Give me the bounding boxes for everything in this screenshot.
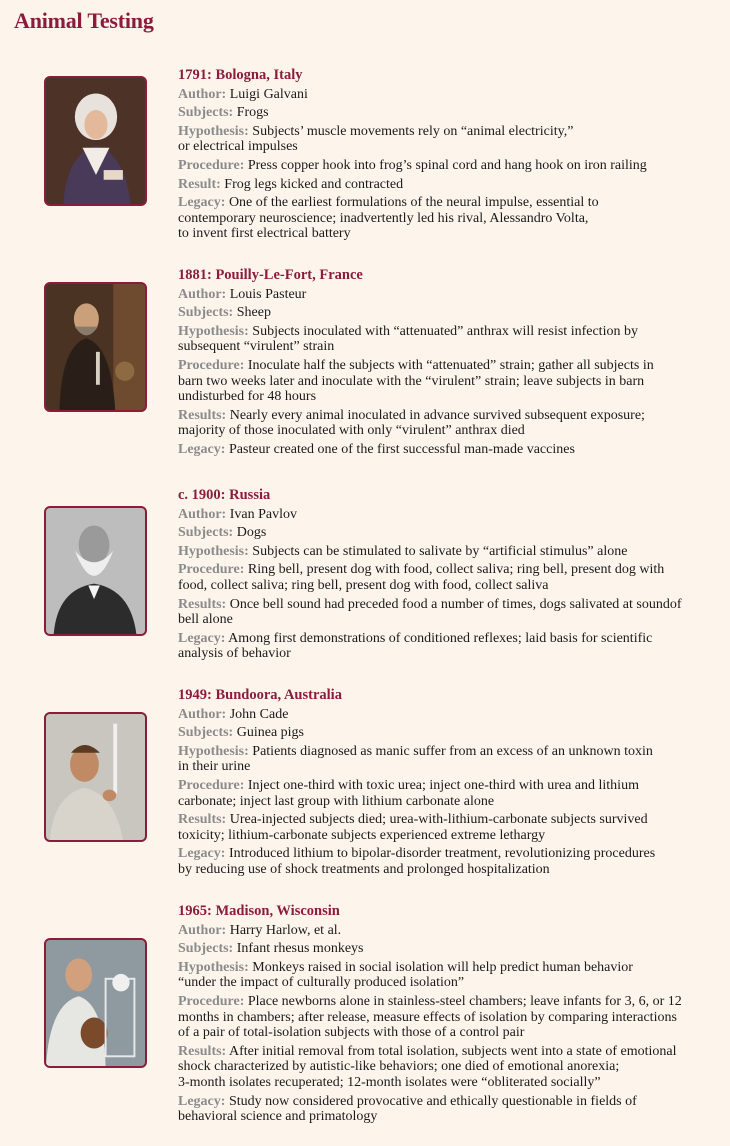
- author-value: Louis Pasteur: [229, 286, 307, 302]
- legacy-line: Among first demonstrations of conditioned reflexes; laid basis for scientific: [228, 630, 653, 646]
- hypothesis-line: Subjects inoculated with “attenuated” anthrax will resist infection by: [252, 323, 638, 339]
- procedure-row: [178, 358, 718, 405]
- entry-heading: c. 1900: Russia: [178, 487, 271, 503]
- procedure-row: [178, 994, 718, 1041]
- legacy-label: Legacy:: [178, 441, 226, 457]
- subjects-label: Subjects:: [178, 725, 234, 741]
- procedure-label: Procedure:: [178, 157, 245, 173]
- legacy-line: Pasteur created one of the first successful man-made vaccines: [228, 441, 575, 457]
- subjects-row: [178, 525, 718, 541]
- subjects-value: Infant rhesus monkeys: [236, 941, 364, 957]
- legacy-line: Study now considered provocative and ethically questionable in fields of: [228, 1093, 637, 1109]
- author-value: Luigi Galvani: [229, 86, 308, 102]
- subjects-value: Dogs: [236, 525, 267, 541]
- procedure-line: food, collect saliva; ring bell, present dog with food, collect saliva: [178, 577, 549, 593]
- results-row: [178, 1044, 718, 1091]
- hypothesis-label: Hypothesis:: [178, 123, 249, 139]
- results-line: toxicity; lithium-carbonate subjects experienced extreme lethargy: [178, 827, 546, 843]
- procedure-line: Inoculate half the subjects with “attenuated” strain; gather all subjects in: [247, 357, 654, 373]
- procedure-row: [178, 158, 718, 174]
- subjects-value: Frogs: [236, 105, 269, 121]
- hypothesis-row: [178, 544, 718, 560]
- author-label: Author:: [178, 286, 227, 302]
- procedure-line: Inject one-third with toxic urea; inject one-third with urea and lithium: [247, 777, 639, 793]
- legacy-row: [178, 195, 718, 242]
- legacy-line: to invent first electrical battery: [178, 226, 351, 242]
- results-label: Results:: [178, 1043, 227, 1059]
- subjects-label: Subjects:: [178, 105, 234, 121]
- hypothesis-line: or electrical impulses: [178, 139, 298, 155]
- subjects-row: [178, 941, 718, 957]
- procedure-label: Procedure:: [178, 777, 245, 793]
- subjects-label: Subjects:: [178, 305, 234, 321]
- entry-heading: 1791: Bologna, Italy: [178, 67, 303, 83]
- author-label: Author:: [178, 922, 227, 938]
- results-line: Nearly every animal inoculated in advance survived subsequent exposure;: [229, 407, 645, 423]
- results-label: Results:: [178, 407, 227, 423]
- hypothesis-label: Hypothesis:: [178, 959, 249, 975]
- subjects-value: Guinea pigs: [236, 725, 304, 741]
- entry-heading: 1965: Madison, Wisconsin: [178, 903, 340, 919]
- procedure-row: [178, 562, 718, 593]
- portrait-galvani: [44, 76, 147, 206]
- hypothesis-line: in their urine: [178, 759, 251, 775]
- author-value: John Cade: [229, 706, 289, 722]
- legacy-line: One of the earliest formulations of the neural impulse, essential to: [228, 195, 599, 211]
- procedure-line: of a pair of total-isolation subjects with those of a control pair: [178, 1025, 525, 1041]
- hypothesis-label: Hypothesis:: [178, 743, 249, 759]
- legacy-row: [178, 846, 718, 877]
- portrait-cade: [44, 712, 147, 842]
- legacy-line: behavioral science and primatology: [178, 1109, 378, 1125]
- results-label: Results:: [178, 596, 227, 612]
- author-row: [178, 707, 718, 723]
- legacy-row: [178, 631, 718, 662]
- legacy-row: [178, 442, 718, 458]
- results-line: After initial removal from total isolation, subjects went into a state of emotional: [228, 1043, 677, 1059]
- legacy-label: Legacy:: [178, 195, 226, 211]
- procedure-line: Ring bell, present dog with food, collect saliva; ring bell, present dog with: [247, 562, 665, 578]
- procedure-line: carbonate; inject last group with lithium carbonate alone: [178, 793, 495, 809]
- legacy-label: Legacy:: [178, 1093, 226, 1109]
- author-value: Harry Harlow, et al.: [229, 922, 342, 938]
- hypothesis-row: [178, 324, 718, 355]
- subjects-value: Sheep: [236, 305, 271, 321]
- procedure-line: barn two weeks later and inoculate with the “virulent” strain; leave subjects in barn: [178, 373, 645, 389]
- author-label: Author:: [178, 706, 227, 722]
- results-line: Once bell sound had preceded food a number of times, dogs salivated at soundof: [229, 596, 682, 612]
- portrait-pavlov: [44, 506, 147, 636]
- subjects-row: [178, 105, 718, 121]
- hypothesis-label: Hypothesis:: [178, 543, 249, 559]
- procedure-label: Procedure:: [178, 562, 245, 578]
- author-label: Author:: [178, 506, 227, 522]
- hypothesis-label: Hypothesis:: [178, 323, 249, 339]
- subjects-label: Subjects:: [178, 525, 234, 541]
- result-line: Frog legs kicked and contracted: [224, 176, 404, 192]
- legacy-line: Introduced lithium to bipolar-disorder treatment, revolutionizing procedures: [228, 846, 656, 862]
- results-line: shock characterized by autistic-like behaviors; one died of emotional anorexia;: [178, 1059, 620, 1075]
- procedure-line: Place newborns alone in stainless-steel chambers; leave infants for 3, 6, or 12: [247, 993, 682, 1009]
- hypothesis-row: [178, 124, 718, 155]
- entry-heading: 1949: Bundoora, Australia: [178, 687, 342, 703]
- author-row: [178, 923, 718, 939]
- hypothesis-row: [178, 960, 718, 991]
- hypothesis-line: subsequent “virulent” strain: [178, 339, 335, 355]
- legacy-label: Legacy:: [178, 846, 226, 862]
- procedure-line: Press copper hook into frog’s spinal cord and hang hook on iron railing: [247, 157, 647, 173]
- legacy-row: [178, 1094, 718, 1125]
- results-row: [178, 812, 718, 843]
- procedure-label: Procedure:: [178, 357, 245, 373]
- procedure-line: months in chambers; after release, measure effects of isolation by comparing interactions: [178, 1009, 677, 1025]
- author-value: Ivan Pavlov: [229, 506, 297, 522]
- legacy-line: analysis of behavior: [178, 646, 291, 662]
- author-row: [178, 87, 718, 103]
- result-row: [178, 177, 718, 193]
- results-line: 3-month isolates recuperated; 12-month isolates were “obliterated socially”: [178, 1074, 601, 1090]
- procedure-row: [178, 778, 718, 809]
- portrait-harlow: [44, 938, 147, 1068]
- hypothesis-line: Monkeys raised in social isolation will help predict human behavior: [252, 959, 633, 975]
- page-title: Animal Testing: [14, 8, 154, 33]
- subjects-row: [178, 725, 718, 741]
- subjects-row: [178, 305, 718, 321]
- results-line: majority of those inoculated with only “virulent” anthrax died: [178, 423, 525, 439]
- entry-heading: 1881: Pouilly-Le-Fort, France: [178, 267, 363, 283]
- hypothesis-line: “under the impact of culturally produced isolation”: [178, 975, 465, 991]
- results-line: bell alone: [178, 612, 233, 628]
- legacy-label: Legacy:: [178, 630, 226, 646]
- hypothesis-line: Subjects’ muscle movements rely on “animal electricity,”: [252, 123, 574, 139]
- legacy-line: contemporary neuroscience; inadvertently led his rival, Alessandro Volta,: [178, 210, 589, 226]
- results-row: [178, 597, 718, 628]
- author-row: [178, 507, 718, 523]
- author-row: [178, 287, 718, 303]
- procedure-line: undisturbed for 48 hours: [178, 389, 317, 405]
- result-label: Result:: [178, 176, 221, 192]
- hypothesis-line: Patients diagnosed as manic suffer from an excess of an unknown toxin: [252, 743, 653, 759]
- subjects-label: Subjects:: [178, 941, 234, 957]
- legacy-line: by reducing use of shock treatments and prolonged hospitalization: [178, 861, 550, 877]
- hypothesis-row: [178, 744, 718, 775]
- portrait-pasteur: [44, 282, 147, 412]
- author-label: Author:: [178, 86, 227, 102]
- results-line: Urea-injected subjects died; urea-with-lithium-carbonate subjects survived: [229, 812, 648, 828]
- results-row: [178, 408, 718, 439]
- procedure-label: Procedure:: [178, 993, 245, 1009]
- hypothesis-line: Subjects can be stimulated to salivate by “artificial stimulus” alone: [252, 543, 628, 559]
- results-label: Results:: [178, 812, 227, 828]
